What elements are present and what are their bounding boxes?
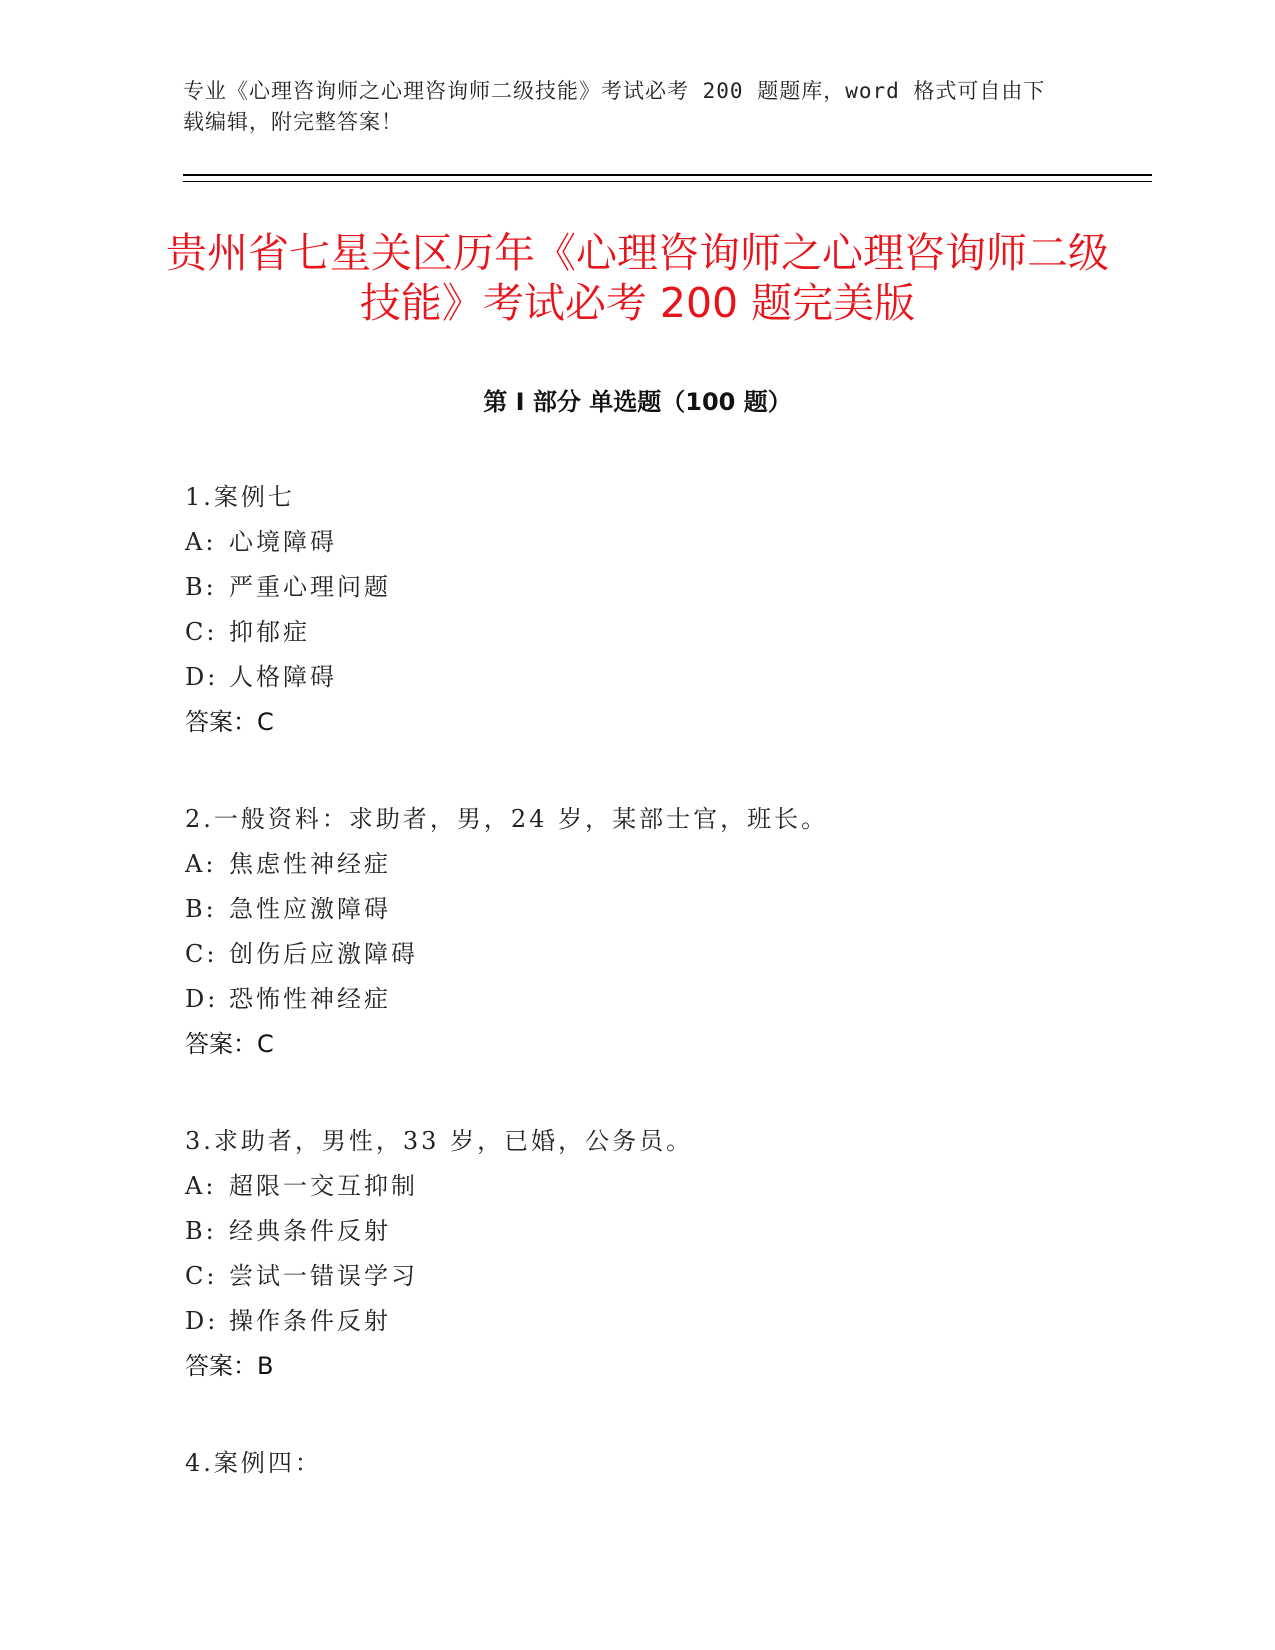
option-key: A: [185, 528, 217, 556]
option-text: 创伤后应激障碍 [229, 940, 418, 968]
option-key: D: [185, 663, 219, 691]
option-a [185, 1164, 1085, 1209]
option-key: B: [185, 1217, 217, 1245]
question-item [185, 797, 1085, 1067]
section-heading: 第 I 部分 单选题（100 题） [483, 388, 792, 416]
option-key: C: [185, 1262, 218, 1290]
question-stem: 1.案例七 [185, 483, 295, 511]
option-text: 急性应激障碍 [229, 895, 391, 923]
option-c [185, 1254, 1085, 1299]
option-a [185, 520, 1085, 565]
option-key: C: [185, 940, 218, 968]
header-divider-thin [183, 181, 1152, 182]
option-b [185, 1209, 1085, 1254]
option-b [185, 565, 1085, 610]
option-d [185, 977, 1085, 1022]
option-text: 超限一交互抑制 [229, 1172, 418, 1200]
option-d [185, 655, 1085, 700]
question-item [185, 1441, 1085, 1486]
question-stem: 3.求助者，男性，33 岁，已婚，公务员。 [185, 1127, 694, 1155]
option-key: C: [185, 618, 218, 646]
option-text: 操作条件反射 [229, 1307, 391, 1335]
option-key: B: [185, 573, 217, 601]
answer-line: 答案：C [185, 1030, 274, 1058]
header-note: 专业《心理咨询师之心理咨询师二级技能》考试必考 200 题题库，word 格式可自由下载编辑，附完整答案！ [183, 79, 1046, 134]
answer-line: 答案：B [185, 1352, 274, 1380]
header-divider-thick [183, 174, 1152, 176]
option-a [185, 842, 1085, 887]
question-stem: 2.一般资料：求助者，男，24 岁，某部士官，班长。 [185, 805, 829, 833]
option-c [185, 932, 1085, 977]
option-key: D: [185, 1307, 219, 1335]
option-c [185, 610, 1085, 655]
question-item [185, 475, 1085, 745]
option-text: 抑郁症 [229, 618, 310, 646]
question-list [185, 475, 1085, 1538]
option-key: B: [185, 895, 217, 923]
answer-line: 答案：C [185, 708, 274, 736]
option-key: A: [185, 850, 217, 878]
option-text: 尝试一错误学习 [229, 1262, 418, 1290]
option-text: 焦虑性神经症 [229, 850, 391, 878]
option-b [185, 887, 1085, 932]
option-text: 心境障碍 [229, 528, 337, 556]
option-text: 恐怖性神经症 [229, 985, 391, 1013]
question-stem: 4.案例四： [185, 1449, 322, 1477]
question-item [185, 1119, 1085, 1389]
option-d [185, 1299, 1085, 1344]
option-text: 经典条件反射 [229, 1217, 391, 1245]
option-text: 严重心理问题 [229, 573, 391, 601]
option-text: 人格障碍 [229, 663, 337, 691]
document-title: 贵州省七星关区历年《心理咨询师之心理咨询师二级技能》考试必考 200 题完美版 [166, 229, 1109, 327]
option-key: A: [185, 1172, 217, 1200]
option-key: D: [185, 985, 219, 1013]
